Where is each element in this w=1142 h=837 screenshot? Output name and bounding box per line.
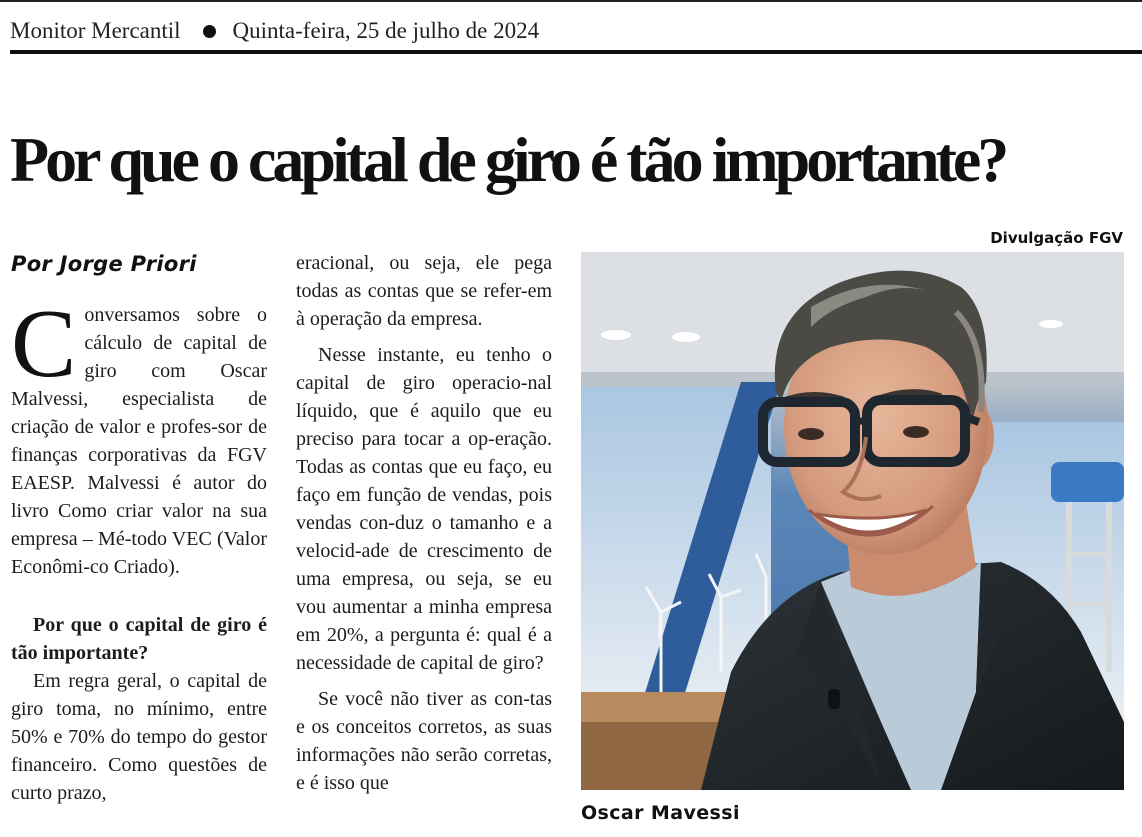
- bullet-icon: [203, 25, 216, 38]
- article-column-2: [296, 249, 552, 797]
- article-column-1: [11, 249, 267, 807]
- answer-paragraph-4: Se você não tiver as con-tas e os conceitos corretos, as suas informações não serão corretas, e é isso que: [296, 688, 552, 794]
- masthead-rule: [10, 50, 1142, 54]
- photo-credit: Divulgação FGV: [990, 229, 1123, 247]
- intro-text: onversamos sobre o cálculo de capital de giro com Oscar Malvessi, especialista de criação de valor e profes-sor de finanças corporativas da FGV EAESP. Malvessi é autor do livro Como criar valor na sua empresa – Mé-todo VEC (Valor Econômi-co Criado).: [11, 304, 267, 578]
- top-border: [0, 0, 1142, 2]
- publication-date: Quinta-feira, 25 de julho de 2024: [232, 18, 540, 43]
- byline: Por Jorge Priori: [11, 252, 197, 276]
- headline: Por que o capital de giro é tão importante?: [10, 124, 1006, 195]
- portrait-photo: [581, 252, 1124, 790]
- portrait-illustration: [581, 252, 1124, 790]
- answer-paragraph-1: Em regra geral, o capital de giro toma, no mínimo, entre 50% e 70% do tempo do gestor financeiro. Como questões de curto prazo,: [11, 670, 267, 804]
- answer-paragraph-3: Nesse instante, eu tenho o capital de giro operacio-nal líquido, que é aquilo que eu preciso para tocar a op-eração. Todas as contas que eu faço, eu faço em função de vendas, pois vendas con-duz o tamanho e a velocid-ade de crescimento de uma empresa, ou seja, se eu vou aumentar a minha empresa em 20%, a pergunta é: qual é a necessidade de capital de giro?: [296, 344, 552, 674]
- question-subhead: Por que o capital de giro é tão importante?: [11, 614, 267, 664]
- photo-caption: Oscar Mavessi: [581, 802, 740, 824]
- masthead: [10, 14, 539, 48]
- publication-name: Monitor Mercantil: [10, 18, 181, 43]
- drop-cap: C: [11, 290, 77, 398]
- answer-paragraph-2: eracional, ou seja, ele pega todas as contas que se refer-em à operação da empresa.: [296, 252, 552, 330]
- intro-paragraph: [11, 290, 267, 581]
